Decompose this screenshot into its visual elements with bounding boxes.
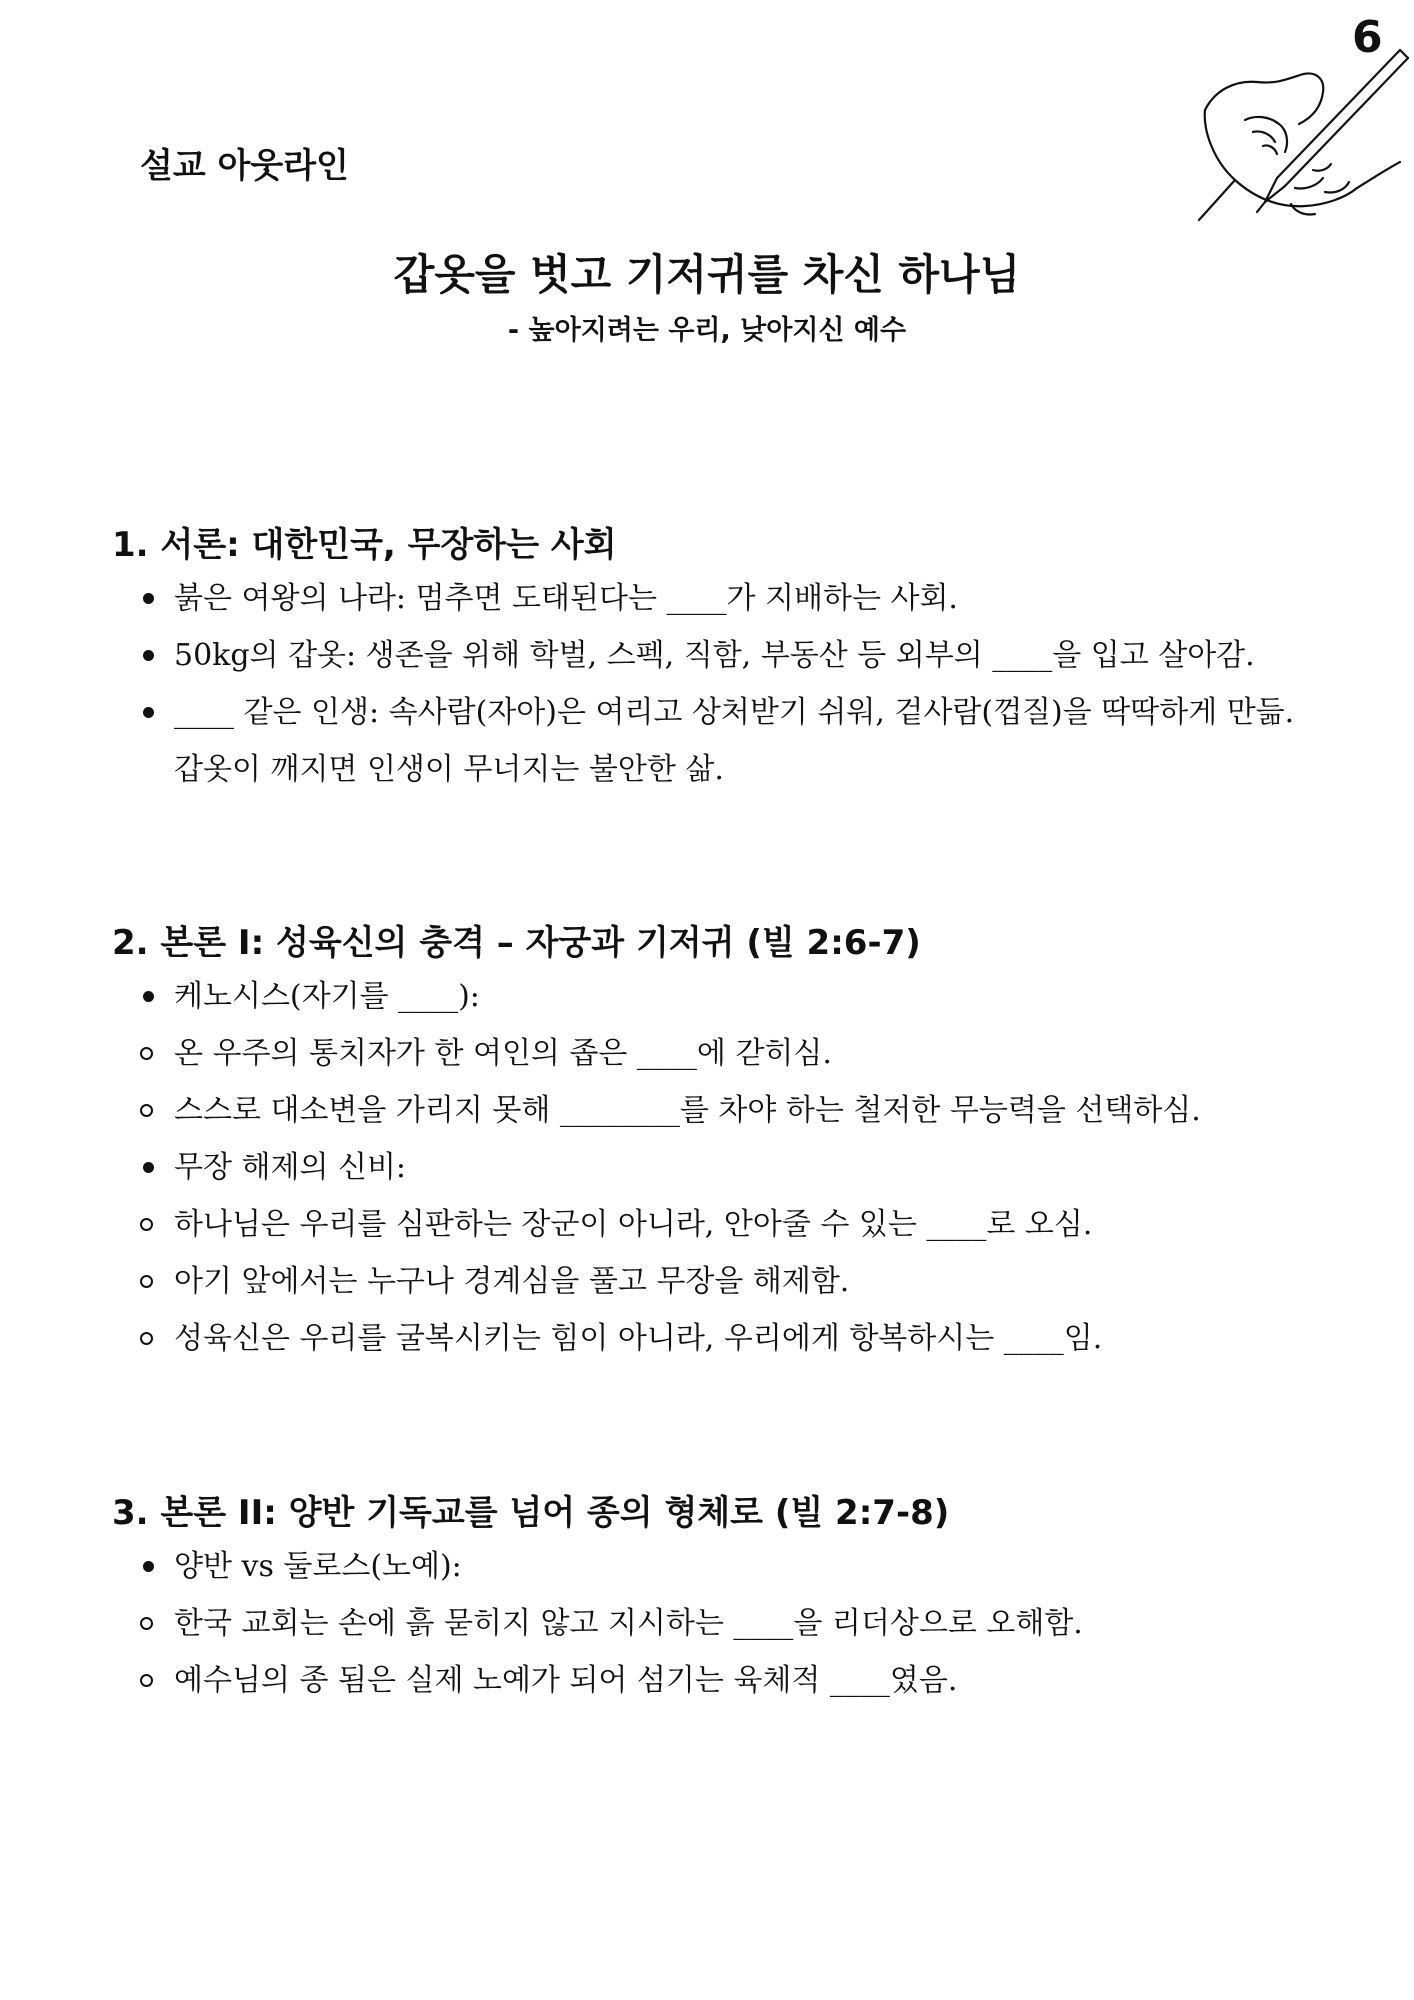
list-item	[112, 684, 1327, 798]
page-number: 6	[1352, 12, 1383, 63]
sub-bullet-icon	[140, 1332, 153, 1345]
sub-bullet-icon	[140, 1617, 153, 1630]
sub-list-item	[112, 1253, 1327, 1310]
bullet-icon	[143, 707, 154, 718]
section-heading: 3. 본론 II: 양반 기독교를 넘어 종의 형체로 (빌 2:7-8)	[112, 1493, 950, 1533]
bullet-list	[112, 570, 1327, 798]
section-body-one	[112, 918, 1327, 1367]
page-title: 갑옷을 벗고 기저귀를 차신 하나님	[393, 250, 1021, 299]
bullet-icon	[143, 650, 154, 661]
list-item-text: 무장 해제의 신비:	[174, 1150, 407, 1185]
bullet-icon	[143, 1162, 154, 1173]
bullet-list	[112, 968, 1327, 1367]
sub-list-item	[112, 1196, 1327, 1253]
list-item-text: 50kg의 갑옷: 생존을 위해 학벌, 스펙, 직함, 부동산 등 외부의 ____을 입고 살아감.	[174, 638, 1255, 673]
sub-bullet-list	[112, 1025, 1327, 1139]
list-item	[112, 968, 1327, 1139]
sub-list-item-text: 성육신은 우리를 굴복시키는 힘이 아니라, 우리에게 항복하시는 ____임.	[174, 1321, 1103, 1356]
sub-list-item	[112, 1025, 1327, 1082]
list-item-text: 붉은 여왕의 나라: 멈추면 도태된다는 ____가 지배하는 사회.	[174, 581, 958, 616]
sub-list-item-text: 아기 앞에서는 누구나 경계심을 풀고 무장을 해제함.	[174, 1264, 850, 1299]
sub-list-item-text: 온 우주의 통치자가 한 여인의 좁은 ____에 갇히심.	[174, 1036, 832, 1071]
section-heading: 1. 서론: 대한민국, 무장하는 사회	[112, 525, 617, 565]
sub-bullet-list	[112, 1196, 1327, 1367]
title-block	[0, 245, 1414, 351]
sub-bullet-icon	[140, 1047, 153, 1060]
list-item	[112, 570, 1327, 627]
sub-bullet-icon	[140, 1275, 153, 1288]
bullet-icon	[143, 1561, 154, 1572]
sub-bullet-icon	[140, 1218, 153, 1231]
sub-list-item-text: 예수님의 종 됨은 실제 노예가 되어 섬기는 육체적 ____였음.	[174, 1663, 958, 1698]
document-label: 설교 아웃라인	[140, 146, 349, 186]
list-item	[112, 1139, 1327, 1367]
sub-bullet-icon	[140, 1674, 153, 1687]
bullet-icon	[143, 991, 154, 1002]
list-item-text: 양반 vs 둘로스(노예):	[174, 1549, 462, 1584]
section-body-two	[112, 1488, 1327, 1709]
sub-list-item	[112, 1082, 1327, 1139]
list-item	[112, 627, 1327, 684]
list-item-text: 케노시스(자기를 ____):	[174, 979, 480, 1014]
sub-list-item-text: 스스로 대소변을 가리지 못해 ________를 차야 하는 철저한 무능력을 선택하심.	[174, 1093, 1201, 1128]
sub-list-item	[112, 1310, 1327, 1367]
list-item	[112, 1538, 1327, 1709]
section-heading: 2. 본론 I: 성육신의 충격 – 자궁과 기저귀 (빌 2:6-7)	[112, 923, 921, 963]
page-subtitle: - 높아지려는 우리, 낮아지신 예수	[507, 315, 907, 346]
bullet-icon	[143, 593, 154, 604]
section-introduction	[112, 520, 1327, 798]
sub-list-item-text: 한국 교회는 손에 흙 묻히지 않고 지시하는 ____을 리더상으로 오해함.	[174, 1606, 1083, 1641]
sub-bullet-list	[112, 1595, 1327, 1709]
sub-list-item	[112, 1595, 1327, 1652]
sub-list-item-text: 하나님은 우리를 심판하는 장군이 아니라, 안아줄 수 있는 ____로 오심.	[174, 1207, 1093, 1242]
hand-writing-illustration	[1195, 20, 1414, 240]
list-item-text: ____ 같은 인생: 속사람(자아)은 여리고 상처받기 쉬워, 겉사람(껍질)을 딱딱하게 만듦. 갑옷이 깨지면 인생이 무너지는 불안한 삶.	[174, 695, 1295, 787]
bullet-list	[112, 1538, 1327, 1709]
sub-list-item	[112, 1652, 1327, 1709]
sub-bullet-icon	[140, 1104, 153, 1117]
